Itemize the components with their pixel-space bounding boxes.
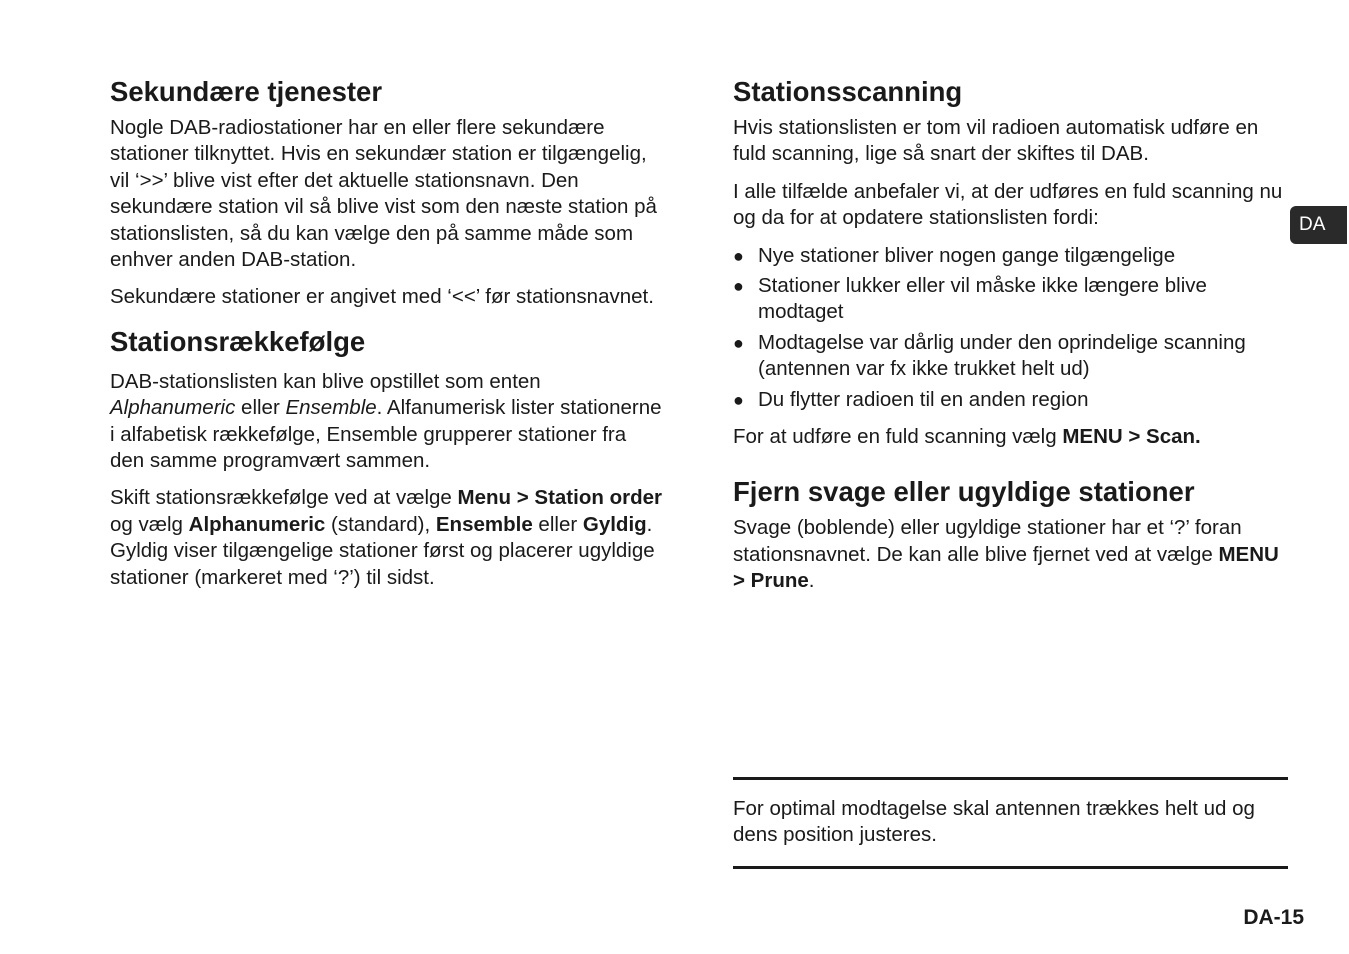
heading-secondary-services: Sekundære tjenester [110,76,383,107]
text-run: eller [532,512,583,536]
term-ensemble: Ensemble [285,396,377,420]
option-alphanumeric: Alphanumeric [188,512,326,536]
text-run: DAB-stationslisten kan blive opstillet som enten [110,369,541,393]
right-column [733,75,1293,606]
menu-path-prune: MENU > Prune [733,542,1279,593]
list-item [733,243,1293,269]
list-item [733,330,1293,383]
heading-prune-stations: Fjern svage eller ugyldige stationer [733,476,1195,508]
term-alphanumeric: Alphanumeric [110,396,236,420]
reasons-list [733,243,1293,413]
list-item-text: Du flytter radioen til en anden region [758,387,1089,411]
paragraph-scanning-1: Hvis stationslisten er tom vil radioen automatisk udføre en fuld scanning, lige så snart der skiftes til DAB. [733,116,1259,166]
list-item-text: Nye stationer bliver nogen gange tilgængelige [758,243,1176,267]
text-run: eller [235,396,286,420]
bullet-icon: ● [733,389,744,410]
list-item-text: Stationer lukker eller vil måske ikke længere blive modtaget [758,274,1207,324]
text-run: . [808,569,815,593]
text-run: (standard), [325,512,436,536]
paragraph-secondary-1: Nogle DAB-radiostationer har en eller flere sekundære stationer tilknyttet. Hvis en sekundær station er tilgængelig, vil ‘>>’ blive vist efter det aktuelle stationsnavn. Den sekundære station vil så blive vist som den næste station på stationslisten, så du kan vælge den på samme måde som enhver anden DAB-station. [110,116,657,272]
paragraph-order-1 [110,369,666,475]
text-run: Skift stationsrækkefølge ved at vælge [110,486,458,510]
bullet-icon: ● [733,332,744,353]
tip-text: For optimal modtagelse skal antennen trækkes helt ud og dens position justeres. [733,797,1255,847]
left-column [110,75,666,602]
list-item [733,273,1293,326]
list-item [733,387,1293,413]
option-gyldig: Gyldig [582,512,647,536]
bullet-icon: ● [733,245,744,266]
bullet-icon: ● [733,276,744,297]
language-tab: DA [1290,206,1347,244]
text-run: og vælg [110,512,189,536]
section-secondary-services [110,75,666,311]
option-ensemble: Ensemble [435,512,533,536]
menu-path-scan: MENU > Scan. [1062,425,1201,449]
heading-station-order: Stationsrækkefølge [110,325,366,357]
text-run: . Gyldig viser tilgængelige stationer først og placerer ugyldige stationer (markeret med ‘?’) til sidst. [110,512,655,589]
heading-station-scanning: Stationsscanning [733,76,963,107]
menu-path-station-order: Menu > Station order [457,486,662,510]
page-number: DA-15 [1243,906,1304,929]
paragraph-scanning-3 [733,424,1293,450]
paragraph-secondary-2: Sekundære stationer er angivet med ‘<<’ før stationsnavnet. [110,285,654,309]
tip-box [733,777,1288,869]
paragraph-order-2 [110,485,666,591]
section-prune-stations [733,475,1293,594]
text-run: Svage (boblende) eller ugyldige stationer har et ‘?’ foran stationsnavnet. De kan alle blive fjernet ved at vælge [733,516,1242,566]
paragraph-scanning-2: I alle tilfælde anbefaler vi, at der udføres en fuld scanning nu og da for at opdatere stationslisten fordi: [733,179,1283,230]
paragraph-prune-1 [733,515,1293,594]
text-run: For at udføre en fuld scanning vælg [733,425,1063,449]
section-station-order [110,325,666,591]
section-station-scanning [733,75,1293,450]
list-item-text: Modtagelse var dårlig under den oprindelige scanning (antennen var fx ikke trukket helt ud) [758,330,1246,381]
text-run: . Alfanumerisk lister stationerne i alfabetisk rækkefølge, Ensemble grupperer stationer fra den samme programvært sammen. [110,396,662,473]
